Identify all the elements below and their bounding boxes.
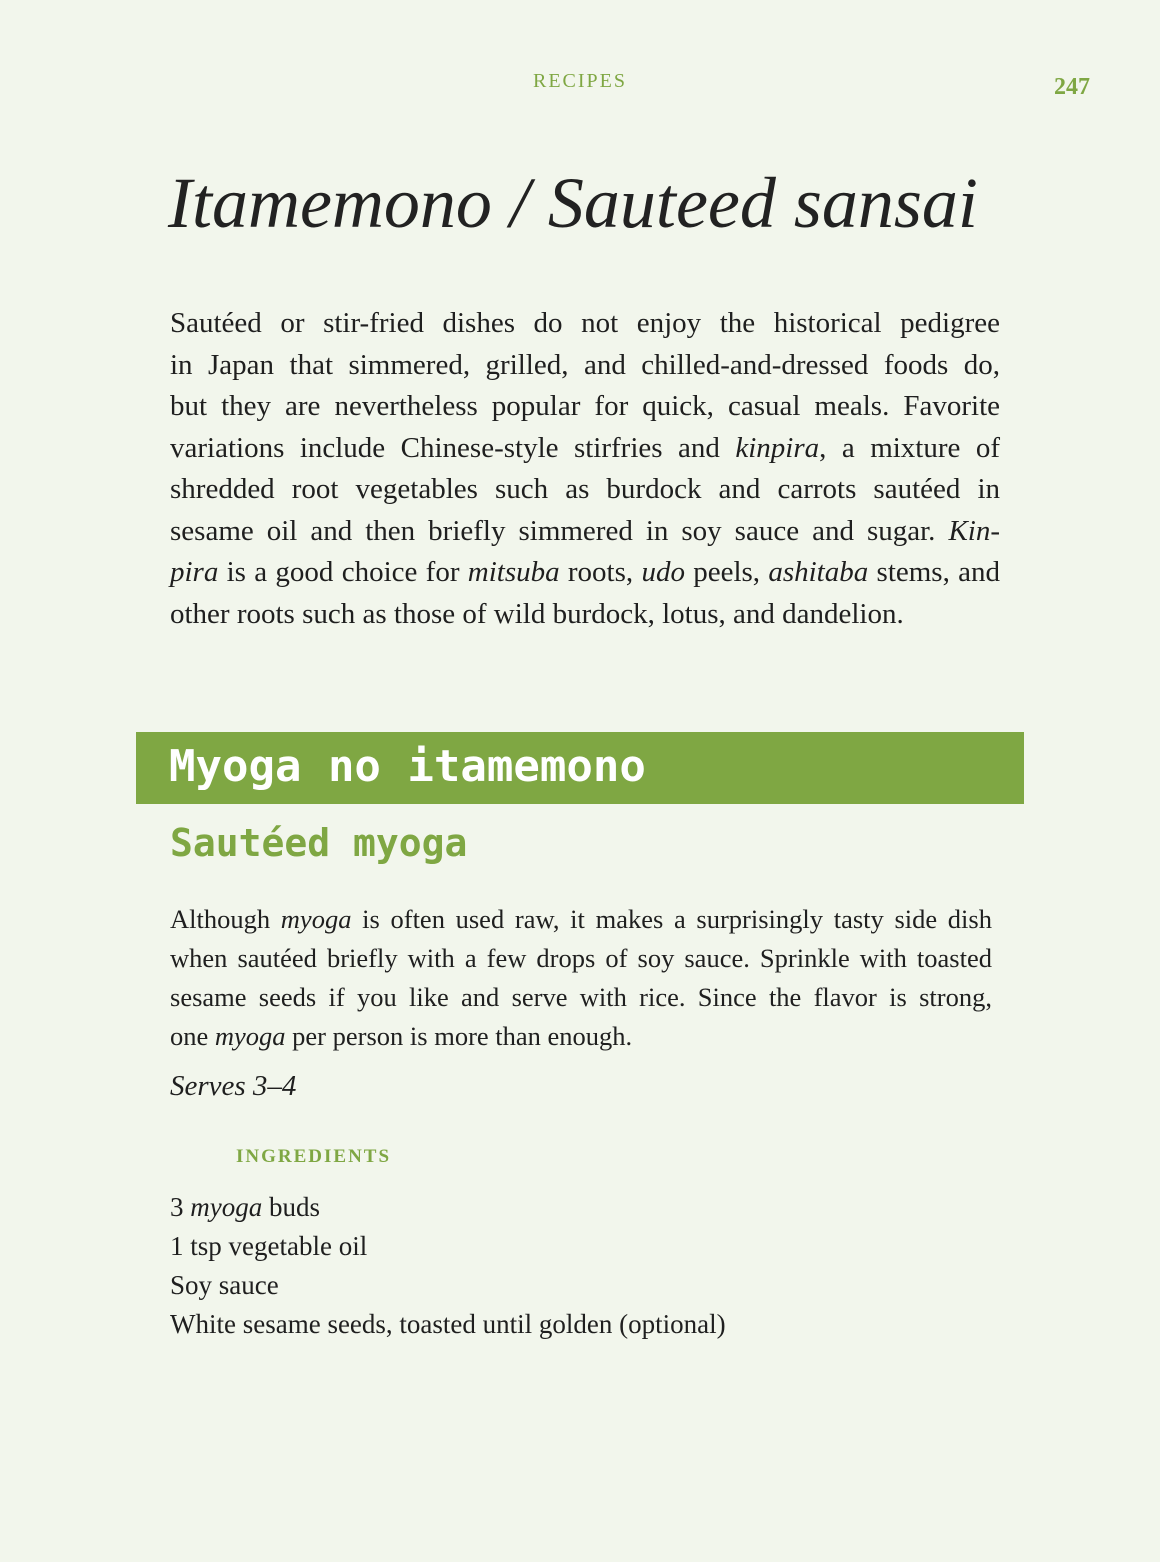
intro-line: but they are nevertheless popular for quick, casual meals. Favorite — [170, 390, 1000, 422]
chapter-title: Itamemono / Sauteed sansai — [168, 163, 978, 243]
ingredients-heading: INGREDIENTS — [236, 1146, 392, 1167]
term-kinpira: kinpira — [735, 431, 820, 464]
term-kinpira: pira — [170, 556, 219, 588]
recipe-title-banner — [136, 732, 1024, 804]
term-ashitaba: ashitaba — [768, 556, 869, 588]
desc-line: one myoga per person is more than enough. — [170, 1021, 633, 1051]
ingredient-item: 3 myoga buds — [170, 1192, 320, 1222]
page-number: 247 — [1054, 74, 1090, 100]
desc-line: when sautéed briefly with a few drops of soy sauce. Sprinkle with toasted — [170, 943, 992, 973]
intro-line: pira is a good choice for mitsuba roots, udo peels, ashitaba stems, and — [170, 556, 1000, 588]
term-udo: udo — [641, 556, 685, 588]
ingredient-item: 1 tsp vegetable oil — [170, 1231, 368, 1261]
intro-line: other roots such as those of wild burdock, lotus, and dandelion. — [170, 597, 904, 630]
ingredient-item: Soy sauce — [170, 1270, 279, 1300]
intro-line: sesame oil and then briefly simmered in soy sauce and sugar. Kin- — [170, 514, 1000, 547]
ingredients-list — [170, 1188, 726, 1344]
desc-line: sesame seeds if you like and serve with rice. Since the flavor is strong, — [170, 982, 992, 1012]
ingredient-item: White sesame seeds, toasted until golden (optional) — [170, 1309, 726, 1339]
intro-line: in Japan that simmered, grilled, and chilled-and-dressed foods do, — [170, 348, 1000, 381]
intro-line: shredded root vegetables such as burdock and carrots sautéed in — [170, 473, 1000, 505]
term-myoga: myoga — [280, 904, 352, 934]
term-kinpira: Kin- — [948, 514, 1000, 547]
term-myoga: myoga — [214, 1021, 286, 1051]
intro-line: Sautéed or stir-fried dishes do not enjoy the historical pedigree — [170, 307, 1000, 339]
intro-paragraph — [170, 303, 1000, 635]
serves-note: Serves 3–4 — [170, 1070, 297, 1102]
recipe-description — [170, 900, 992, 1056]
intro-line: variations include Chinese-style stirfries and kinpira, a mixture of — [170, 431, 1001, 464]
running-head: RECIPES — [532, 70, 628, 92]
desc-line: Although myoga is often used raw, it makes a surprisingly tasty side dish — [170, 904, 992, 934]
term-mitsuba: mitsuba — [467, 556, 560, 588]
term-myoga: myoga — [190, 1192, 263, 1222]
recipe-title: Myoga no itamemono — [169, 741, 646, 792]
recipe-subtitle: Sautéed myoga — [170, 821, 468, 865]
